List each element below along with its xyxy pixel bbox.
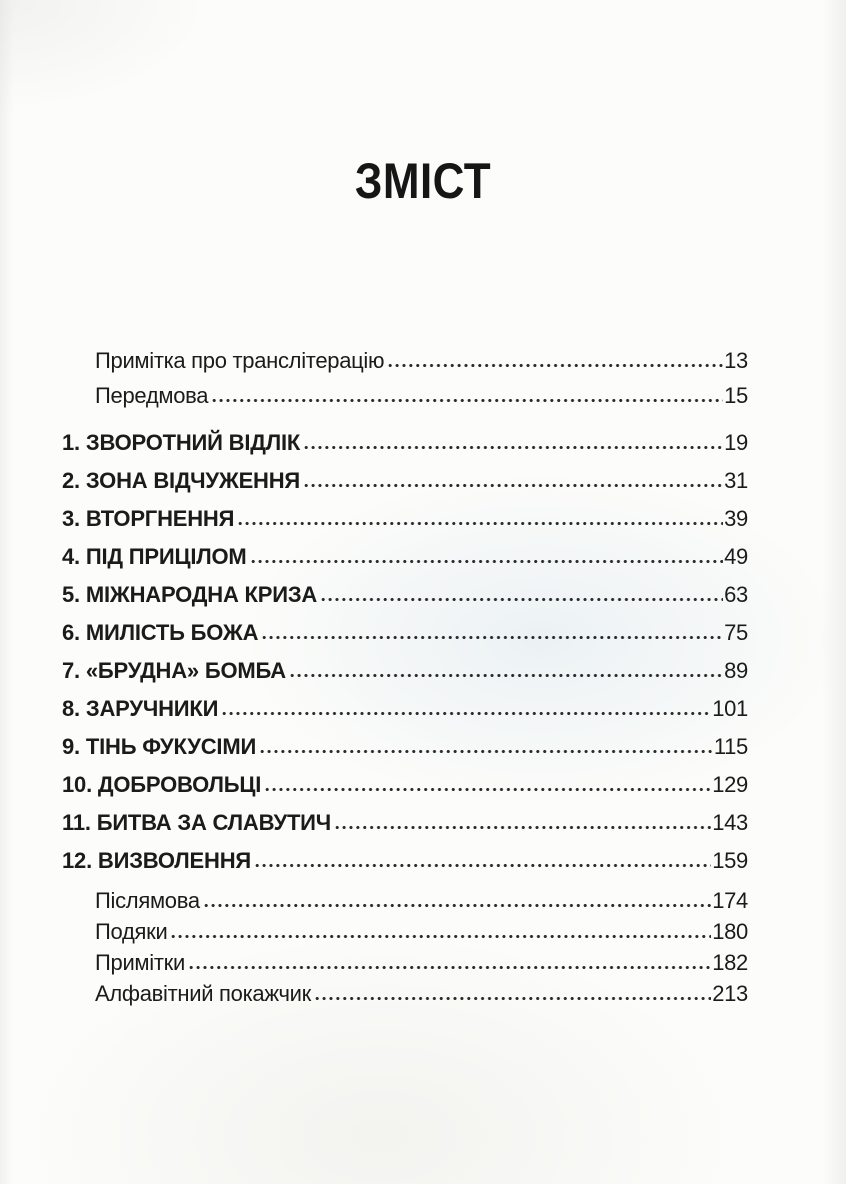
toc-entry xyxy=(62,758,748,796)
entry-title: Алфавітний покажчик xyxy=(95,981,311,1006)
table-of-contents xyxy=(62,337,748,1005)
toc-entry xyxy=(62,606,748,644)
page-number: 39 xyxy=(724,506,748,531)
page-number: 174 xyxy=(712,888,748,913)
chapter-title: ДОБРОВОЛЬЦІ xyxy=(97,772,262,797)
chapter-title: ПІД ПРИЦІЛОМ xyxy=(85,544,247,569)
chapter-title: «БРУДНА» БОМБА xyxy=(85,658,286,683)
chapter-number: 4. xyxy=(62,544,80,569)
entry-title xyxy=(62,660,286,682)
chapter-title: МІЖНАРОДНА КРИЗА xyxy=(85,582,318,607)
page-number: 15 xyxy=(724,383,748,408)
dot-leader xyxy=(388,363,723,368)
toc-entry xyxy=(62,834,748,872)
entry-title xyxy=(62,774,261,796)
page-number: 31 xyxy=(724,468,748,493)
chapter-title: ЗВОРОТНИЙ ВІДЛІК xyxy=(85,430,301,455)
page-number: 63 xyxy=(724,582,748,607)
toc-entry xyxy=(62,974,748,1005)
page-number: 75 xyxy=(724,620,748,645)
entry-title xyxy=(62,584,317,606)
dot-leader xyxy=(204,903,711,908)
dot-leader xyxy=(238,521,723,526)
page-number: 19 xyxy=(724,430,748,455)
chapter-number: 7. xyxy=(62,658,80,683)
entry-title: Післямова xyxy=(95,888,200,913)
dot-leader xyxy=(212,398,723,403)
dot-leader xyxy=(251,559,724,564)
chapter-number: 12. xyxy=(62,848,92,873)
dot-leader xyxy=(222,711,711,716)
entry-title: Примітка про транслітерацію xyxy=(95,348,385,373)
dot-leader xyxy=(255,863,711,868)
page-number: 13 xyxy=(724,348,748,373)
page-number: 159 xyxy=(712,848,748,873)
chapter-title: МИЛІСТЬ БОЖА xyxy=(85,620,259,645)
chapter-number: 2. xyxy=(62,468,80,493)
toc-entry xyxy=(62,720,748,758)
chapter-number: 6. xyxy=(62,620,80,645)
entry-title xyxy=(62,470,300,492)
chapter-title: ЗОНА ВІДЧУЖЕННЯ xyxy=(85,468,301,493)
page-number: 182 xyxy=(712,950,748,975)
dot-leader xyxy=(265,787,711,792)
dot-leader xyxy=(171,934,711,939)
page-number: 115 xyxy=(713,734,748,759)
dot-leader xyxy=(260,749,713,754)
toc-entry xyxy=(62,372,748,407)
chapters-section xyxy=(62,416,748,872)
toc-title: ЗМІСТ xyxy=(354,153,492,209)
chapter-title: ВТОРГНЕННЯ xyxy=(85,506,235,531)
entry-title xyxy=(62,622,258,644)
dot-leader xyxy=(189,965,711,970)
page-number: 213 xyxy=(712,981,748,1006)
toc-entry xyxy=(62,530,748,568)
entry-title: Примітки xyxy=(95,950,185,975)
chapter-title: БИТВА ЗА СЛАВУТИЧ xyxy=(96,810,332,835)
toc-entry xyxy=(62,912,748,943)
toc-entry xyxy=(62,416,748,454)
entry-title xyxy=(62,850,251,872)
toc-entry xyxy=(62,644,748,682)
entry-title xyxy=(62,432,300,454)
dot-leader xyxy=(315,996,711,1001)
dot-leader xyxy=(304,445,723,450)
dot-leader xyxy=(335,825,711,830)
chapter-number: 8. xyxy=(62,696,80,721)
toc-entry xyxy=(62,943,748,974)
chapter-number: 1. xyxy=(62,430,80,455)
page-number: 180 xyxy=(712,919,748,944)
toc-entry xyxy=(62,682,748,720)
chapter-number: 9. xyxy=(62,734,80,759)
chapter-title: ЗАРУЧНИКИ xyxy=(85,696,219,721)
chapter-number: 3. xyxy=(62,506,80,531)
toc-entry xyxy=(62,337,748,372)
toc-entry xyxy=(62,568,748,606)
entry-title xyxy=(62,736,256,758)
toc-entry xyxy=(62,454,748,492)
page-number: 129 xyxy=(712,772,748,797)
chapter-number: 10. xyxy=(62,772,92,797)
entry-title xyxy=(62,698,218,720)
front-matter-section xyxy=(62,337,748,407)
page-number: 49 xyxy=(724,544,748,569)
entry-title xyxy=(62,508,234,530)
entry-title xyxy=(62,546,247,568)
toc-entry xyxy=(62,796,748,834)
toc-entry xyxy=(62,492,748,530)
entry-title: Подяки xyxy=(95,919,168,944)
dot-leader xyxy=(304,483,723,488)
dot-leader xyxy=(321,597,723,602)
section-gap xyxy=(62,407,748,416)
page-number: 89 xyxy=(724,658,748,683)
chapter-title: ТІНЬ ФУКУСІМИ xyxy=(85,734,257,759)
page-number: 143 xyxy=(712,810,748,835)
entry-title xyxy=(62,812,331,834)
dot-leader xyxy=(290,673,723,678)
page-number: 101 xyxy=(712,696,748,721)
chapter-number: 5. xyxy=(62,582,80,607)
entry-title: Передмова xyxy=(95,383,209,408)
dot-leader xyxy=(262,635,723,640)
back-matter-section xyxy=(62,881,748,1005)
toc-entry xyxy=(62,881,748,912)
chapter-title: ВИЗВОЛЕННЯ xyxy=(97,848,251,873)
section-gap xyxy=(62,872,748,881)
chapter-number: 11. xyxy=(62,810,91,835)
